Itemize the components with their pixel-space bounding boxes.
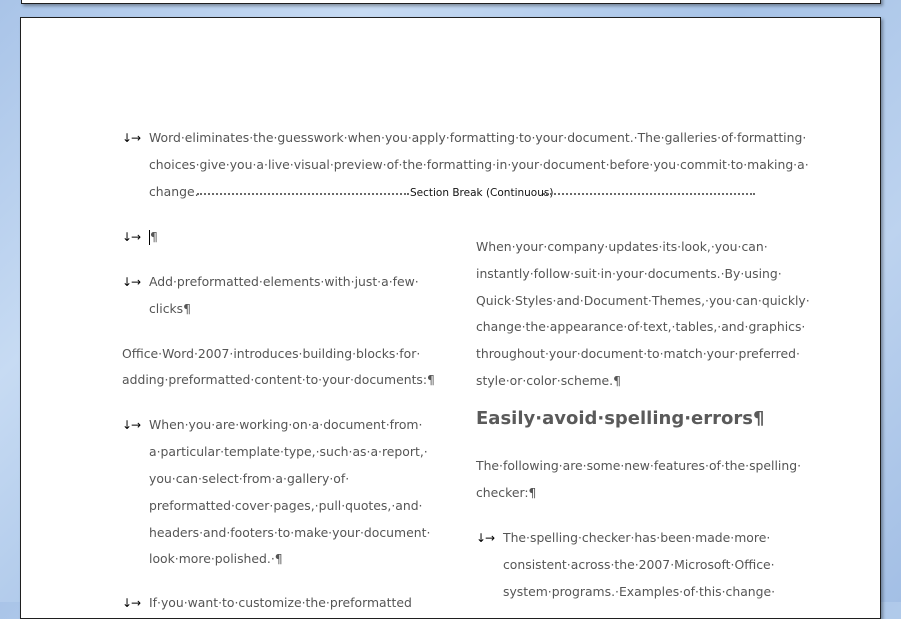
section-break-line-right (543, 193, 755, 195)
list-item-add-line-2[interactable]: clicks¶ (149, 301, 192, 316)
paragraph-building-line-2[interactable]: adding·preformatted·content·to·your·documents:¶ (122, 372, 435, 387)
paragraph-features-line-1[interactable]: The·following·are·some·new·features·of·the·spelling· (476, 458, 802, 473)
bullet-marker: ↓→ (122, 230, 141, 244)
list-item-spelling-line-2[interactable]: consistent·across·the·2007·Microsoft·Office· (503, 557, 775, 572)
list-item-template-line-4[interactable]: preformatted·cover·pages,·pull·quotes,·and· (149, 498, 423, 513)
paragraph-company-line-5[interactable]: throughout·your·document·to·match·your·preferred· (476, 346, 800, 361)
list-item-template-line-1[interactable]: When·you·are·working·on·a·document·from· (149, 417, 423, 432)
list-item-add-line-1[interactable]: Add·preformatted·elements·with·just·a·few· (149, 274, 419, 289)
list-item-partial[interactable]: If·you·want·to·customize·the·preformatted (149, 595, 412, 610)
previous-page (21, 0, 881, 4)
bullet-marker: ↓→ (122, 596, 141, 610)
paragraph-building-line-1[interactable]: Office·Word·2007·introduces·building·blocks·for· (122, 346, 421, 361)
section-break-line-left (197, 193, 409, 195)
section-break-label: Section Break (Continuous) (410, 187, 554, 199)
paragraph-company-line-2[interactable]: instantly·follow·suit·in·your·documents.·By·using· (476, 266, 782, 281)
paragraph-company-line-4[interactable]: change·the·appearance·of·text,·tables,·and·graphics· (476, 319, 806, 334)
section-heading[interactable]: Easily·avoid·spelling·errors¶ (476, 408, 765, 429)
list-item-spelling-line-3[interactable]: system·programs.·Examples·of·this·change· (503, 584, 776, 599)
document-page[interactable] (20, 17, 881, 619)
bullet-marker: ↓→ (122, 418, 141, 432)
bullet-marker: ↓→ (122, 275, 141, 289)
empty-list-item[interactable]: ¶ (150, 229, 158, 244)
list-item-template-line-5[interactable]: headers·and·footers·to·make·your·document· (149, 525, 431, 540)
list-item-template-line-3[interactable]: you·can·select·from·a·gallery·of· (149, 471, 350, 486)
paragraph-company-line-3[interactable]: Quick·Styles·and·Document·Themes,·you·can·quickly· (476, 293, 810, 308)
intro-line-1[interactable]: Word·eliminates·the·guesswork·when·you·apply·formatting·to·your·document.·The·galleries·of·formatting· (149, 130, 807, 145)
intro-line-3[interactable]: change. (149, 184, 199, 199)
intro-line-2[interactable]: choices·give·you·a·live·visual·preview·of·the·formatting·in·your·document·before·you·commit·to·making·a· (149, 157, 809, 172)
paragraph-features-line-2[interactable]: checker:¶ (476, 485, 537, 500)
list-item-template-line-6[interactable]: look·more·polished.·¶ (149, 551, 283, 566)
list-item-template-line-2[interactable]: a·particular·template·type,·such·as·a·report,· (149, 444, 428, 459)
paragraph-company-line-1[interactable]: When·your·company·updates·its·look,·you·can· (476, 239, 768, 254)
list-item-spelling-line-1[interactable]: The·spelling·checker·has·been·made·more· (503, 530, 771, 545)
bullet-marker: ↓→ (122, 131, 141, 145)
bullet-marker: ↓→ (476, 531, 495, 545)
paragraph-company-line-6[interactable]: style·or·color·scheme.¶ (476, 373, 621, 388)
